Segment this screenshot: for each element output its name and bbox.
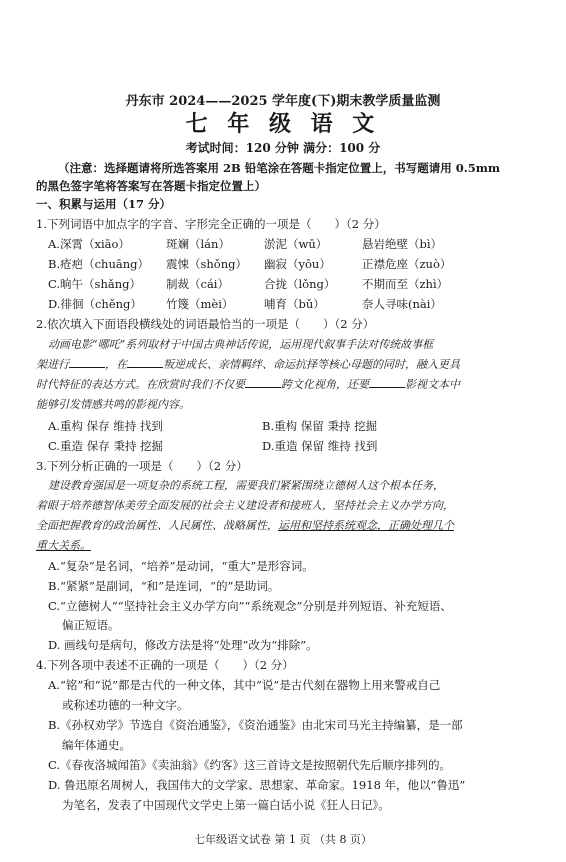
q2-passage-line-2: 架进行 ，在 叛逆成长、亲情羁绊、命运抗择等核心母题的同时，融入更具 <box>36 358 460 371</box>
q1-option-d-2: 竹篾（mèi） <box>166 297 234 311</box>
q1-option-d-1: D.徘徊（chěng） <box>48 297 142 311</box>
q2-passage-line-4: 能够引发情感共鸣的影视内容。 <box>36 398 190 411</box>
q3-option-c-line-2: 偏正短语。 <box>62 618 120 632</box>
q1-option-b-1: B.疮疤（chuāng） <box>48 257 149 271</box>
q1-option-b-3: 幽寂（yōu） <box>264 257 331 271</box>
section-heading: 一、积累与运用（17 分） <box>36 197 172 211</box>
blank-1 <box>69 357 105 368</box>
q2-passage-line-1: 动画电影“哪吒”系列取材于中国古典神话传说，运用现代叙事手法对传统故事框 <box>48 338 434 351</box>
q1-option-b-4: 正襟危座（zuò） <box>362 257 452 271</box>
q3-option-b: B.“紧紧”是副词，“和”是连词，“的”是助词。 <box>48 579 280 593</box>
notice-line-1: （注意：选择题请将所选答案用 2B 铅笔涂在答题卡指定位置上，书写题请用 0.5mm <box>58 161 501 175</box>
q4-option-a-line-2: 或称述功德的一种文字。 <box>62 698 189 712</box>
blank-3 <box>245 377 281 388</box>
q3-option-d: D. 画线句是病句，修改方法是将“处理”改为“排除”。 <box>48 638 318 652</box>
q1-option-c-2: 制裁（cái） <box>166 277 229 291</box>
blank-4 <box>369 377 405 388</box>
question-2-stem: 2.依次填入下面语段横线处的词语最恰当的一项是（ ）（2 分） <box>36 317 375 331</box>
q3-passage-line-3: 全面把握教育的政治属性、人民属性、战略属性，运用和坚持系统观念，正确处理几个 <box>36 519 454 532</box>
blank-2 <box>127 357 163 368</box>
exam-title: 丹东市 2024——2025 学年度(下)期末教学质量监测 <box>125 94 441 109</box>
underlined-sentence: 运用和坚持系统观念，正确处理几个 <box>278 519 454 532</box>
subject-title: 七 年 级 语 文 <box>185 111 381 137</box>
q1-option-c-3: 合拢（lǒng） <box>264 277 336 291</box>
q1-option-a-3: 淤泥（wū） <box>264 237 328 251</box>
q2-option-a: A.重构 保存 维持 找到 <box>48 419 163 433</box>
q1-option-a-2: 斑斓（lán） <box>166 237 230 251</box>
q2-option-d: D.重造 保留 维持 找到 <box>262 439 378 453</box>
q1-option-a-1: A.深霄（xiāo） <box>48 237 130 251</box>
q4-option-b-line-1: B.《孙权劝学》节选自《资治通鉴》，《资治通鉴》由北宋司马光主持编纂，是一部 <box>48 718 463 732</box>
q4-option-d-line-2: 为笔名，发表了中国现代文学史上第一篇白话小说《狂人日记》。 <box>62 798 390 812</box>
q2-option-b: B.重构 保留 秉持 挖掘 <box>262 419 378 433</box>
question-4-stem: 4.下列各项中表述不正确的一项是（ ）（2 分） <box>36 658 294 672</box>
q4-option-c: C.《春夜洛城闻笛》《卖油翁》《约客》这三首诗文是按照朝代先后顺序排列的。 <box>48 758 452 772</box>
q1-option-b-2: 震悚（shǒng） <box>166 257 247 271</box>
q4-option-a-line-1: A.“铭”和“说”都是古代的一种文体，其中“说”是古代刻在器物上用来警戒自己 <box>48 678 441 692</box>
q2-option-c: C.重造 保存 秉持 挖掘 <box>48 439 164 453</box>
q3-option-c-line-1: C.“立德树人”“坚持社会主义办学方向”“系统观念”分别是并列短语、补充短语、 <box>48 599 452 613</box>
q4-option-b-line-2: 编年体通史。 <box>62 738 131 752</box>
page-footer: 七年级语文试卷 第 1 页 （共 8 页） <box>194 833 372 846</box>
question-3-stem: 3.下列分析正确的一项是（ ）（2 分） <box>36 459 248 473</box>
exam-meta: 考试时间：120 分钟 满分：100 分 <box>185 141 381 155</box>
q4-option-d-line-1: D. 鲁迅原名周树人，我国伟大的文学家、思想家、革命家。1918 年，他以“鲁迅” <box>48 778 466 792</box>
q1-option-c-4: 不期而至（zhì） <box>362 277 449 291</box>
q1-option-c-1: C.晌午（shǎng） <box>48 277 141 291</box>
q1-option-d-3: 哺育（bǔ） <box>264 297 325 311</box>
q2-passage-line-3: 时代特征的表达方式。在欣赏时我们不仅要 跨文化视角，还要 影视文本中 <box>36 378 460 391</box>
q3-passage-line-2: 着眼于培养德智体美劳全面发展的社会主义建设者和接班人，坚持社会主义办学方向， <box>36 499 454 512</box>
question-1-stem: 1.下列词语中加点字的字音、字形完全正确的一项是（ ）（2 分） <box>36 217 386 231</box>
q3-passage-line-1: 建设教育强国是一项复杂的系统工程，需要我们紧紧围绕立德树人这个根本任务， <box>48 479 444 492</box>
q1-option-a-4: 悬岩绝壁（bì） <box>362 237 443 251</box>
q3-passage-line-4: 重大关系。 <box>36 539 91 552</box>
notice-line-2: 的黑色签字笔将答案写在答题卡指定位置上） <box>36 179 266 193</box>
q3-option-a: A.“复杂”是名词，“培养”是动词，“重大”是形容词。 <box>48 559 314 573</box>
q1-option-d-4: 奈人寻味(nài） <box>362 297 442 311</box>
